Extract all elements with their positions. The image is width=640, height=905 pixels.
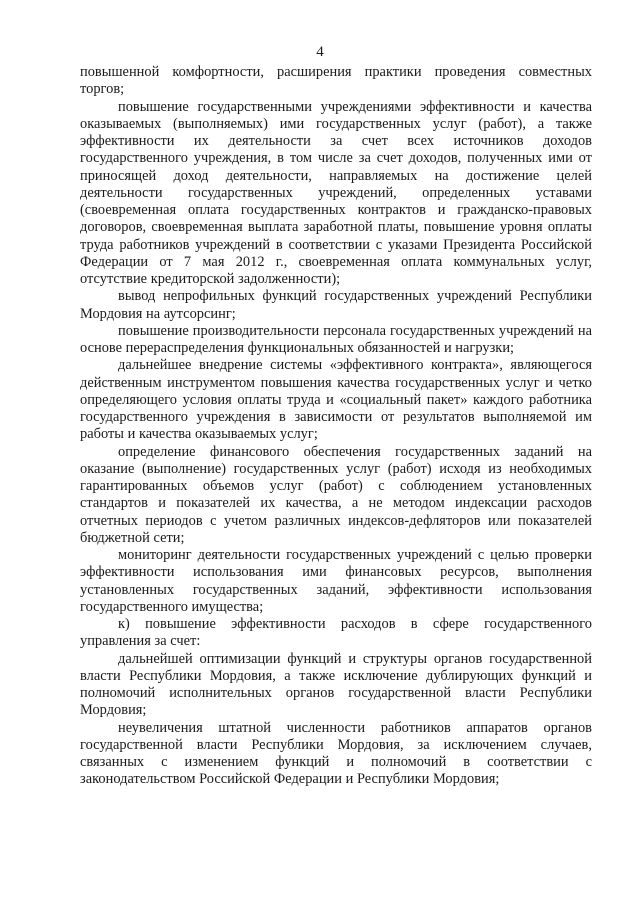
page-number: 4 bbox=[316, 44, 324, 60]
paragraph: повышение государственными учреждениями эффективности и качества оказываемых (выполняемых) ими государственных услуг (работ), а также эффективности их деятельности за счет всех источников доходов государственного учреждения, в том числе за счет доходов, полученных ими от приносящей доход деятельности, направляемых на достижение целей деятельности государственных учреждений, определенных уставами (своевременная оплата государственных контрактов и гражданско-правовых договоров, своевременная выплата заработной платы, повышение уровня оплаты труда работников учреждений в соответствии с указами Президента Российской Федерации от 7 мая 2012 г., своевременная оплата коммунальных услуг, отсутствие кредиторской задолженности); bbox=[80, 98, 592, 287]
paragraph: определение финансового обеспечения государственных заданий на оказание (выполнение) государственных услуг (работ) исходя из необходимых гарантированных объемов услуг (работ) с соблюдением установленных стандартов и показателей их качества, а не методом индексации расходов отчетных периодов с учетом различных индексов-дефляторов или показателей бюджетной сети; bbox=[80, 443, 592, 546]
paragraph: к) повышение эффективности расходов в сфере государственного управления за счет: bbox=[80, 616, 592, 650]
paragraph: дальнейшее внедрение системы «эффективного контракта», являющегося действенным инструментом повышения качества государственных услуг и четко определяющего условия оплаты труда и «социальный пакет» каждого работника государственного учреждения в зависимости от результатов выполняемой им работы и качества оказываемых услуг; bbox=[80, 357, 592, 443]
paragraph: вывод непрофильных функций государственных учреждений Республики Мордовия на аутсорсинг; bbox=[80, 288, 592, 322]
paragraph: повышение производительности персонала государственных учреждений на основе перераспределения функциональных обязанностей и нагрузки; bbox=[80, 322, 592, 356]
document-body bbox=[80, 64, 592, 789]
paragraph: неувеличения штатной численности работников аппаратов органов государственной власти Республики Мордовия, за исключением случаев, связанных с изменением функций и полномочий в соответствии с законодательством Российской Федерации и Республики Мордовия; bbox=[80, 719, 592, 788]
paragraph-continuation: повышенной комфортности, расширения практики проведения совместных торгов; bbox=[80, 64, 592, 98]
paragraph: дальнейшей оптимизации функций и структуры органов государственной власти Республики Мордовия, а также исключение дублирующих функций и полномочий исполнительных органов государственной власти Республики Мордовия; bbox=[80, 650, 592, 719]
paragraph: мониторинг деятельности государственных учреждений с целью проверки эффективности использования ими финансовых ресурсов, выполнения установленных государственных заданий, эффективности использования государственного имущества; bbox=[80, 547, 592, 615]
